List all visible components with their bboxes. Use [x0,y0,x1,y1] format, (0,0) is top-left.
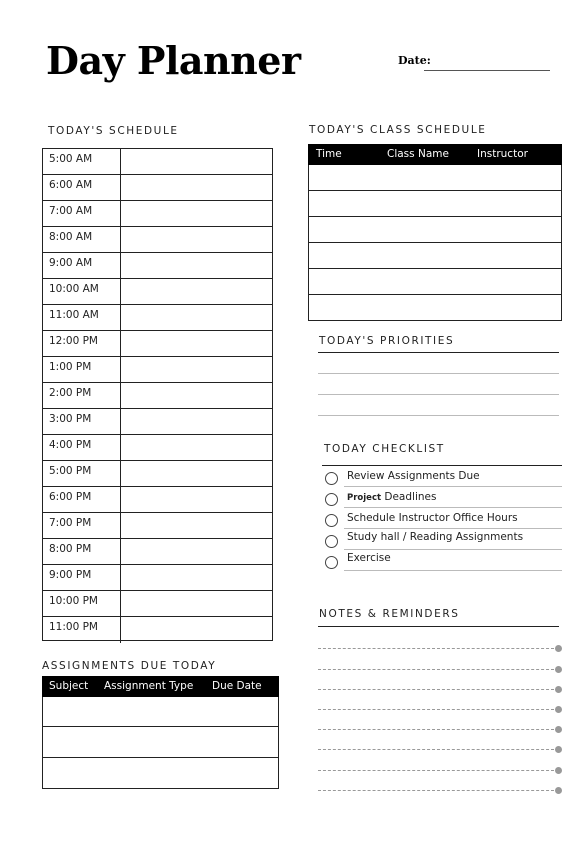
class-col-instructor: Instructor [477,148,528,160]
schedule-row[interactable] [43,357,272,383]
schedule-time: 10:00 PM [49,595,98,607]
class-table-header [308,144,562,165]
schedule-time: 11:00 PM [49,621,98,633]
bullet-dot-icon [555,645,562,652]
table-row[interactable] [43,758,278,788]
checkbox[interactable] [325,493,338,506]
checklist-item-label: Project Deadlines [347,491,437,503]
table-row[interactable] [309,269,561,295]
checklist-line [344,570,562,571]
priorities-title: TODAY'S PRIORITIES [319,335,455,347]
checkbox[interactable] [325,556,338,569]
priority-line[interactable] [318,394,559,395]
schedule-row[interactable] [43,201,272,227]
class-schedule-title: TODAY'S CLASS SCHEDULE [309,124,487,136]
table-row[interactable] [309,217,561,243]
schedule-time: 9:00 PM [49,569,92,581]
class-col-time: Time [316,148,342,160]
table-row[interactable] [43,727,278,758]
checkbox[interactable] [325,514,338,527]
schedule-title: TODAY'S SCHEDULE [48,125,179,137]
class-col-name: Class Name [387,148,449,160]
bullet-dot-icon [555,726,562,733]
checklist-item-label: Study hall / Reading Assignments [347,531,524,543]
priorities-divider [318,352,559,353]
schedule-time: 9:00 AM [49,257,93,269]
date-field[interactable] [424,70,550,71]
checkbox[interactable] [325,535,338,548]
schedule-row[interactable] [43,331,272,357]
schedule-row[interactable] [43,461,272,487]
note-line[interactable] [318,749,554,750]
schedule-time: 8:00 PM [49,543,92,555]
schedule-time: 3:00 PM [49,413,92,425]
checklist-item-label: Schedule Instructor Office Hours [347,512,518,524]
bullet-dot-icon [555,746,562,753]
checklist-line [344,549,562,550]
schedule-time: 5:00 AM [49,153,93,165]
checklist-line [344,507,562,508]
notes-title: NOTES & REMINDERS [319,608,460,620]
table-row[interactable] [309,295,561,320]
priority-line[interactable] [318,373,559,374]
schedule-time: 6:00 PM [49,491,92,503]
note-line[interactable] [318,709,554,710]
schedule-row[interactable] [43,435,272,461]
table-row[interactable] [43,697,278,727]
class-table-body [308,165,562,321]
schedule-time: 4:00 PM [49,439,92,451]
note-line[interactable] [318,689,554,690]
schedule-row[interactable] [43,175,272,201]
schedule-time: 8:00 AM [49,231,93,243]
page-title: Day Planner [46,38,301,83]
notes-divider [318,626,559,627]
note-line[interactable] [318,790,554,791]
schedule-row[interactable] [43,565,272,591]
schedule-time: 7:00 AM [49,205,93,217]
schedule-row[interactable] [43,409,272,435]
bullet-dot-icon [555,666,562,673]
table-row[interactable] [309,165,561,191]
schedule-row[interactable] [43,487,272,513]
schedule-time: 2:00 PM [49,387,92,399]
checklist-item-label: Review Assignments Due [347,470,480,482]
schedule-row[interactable] [43,305,272,331]
assignments-table-header [42,676,279,697]
assignments-col-due: Due Date [212,680,262,692]
schedule-time: 11:00 AM [49,309,99,321]
schedule-row[interactable] [43,253,272,279]
schedule-time: 7:00 PM [49,517,92,529]
table-row[interactable] [309,243,561,269]
table-row[interactable] [309,191,561,217]
checklist-line [344,486,562,487]
schedule-row[interactable] [43,227,272,253]
schedule-row[interactable] [43,383,272,409]
schedule-row[interactable] [43,539,272,565]
bullet-dot-icon [555,686,562,693]
note-line[interactable] [318,729,554,730]
bullet-dot-icon [555,767,562,774]
checkbox[interactable] [325,472,338,485]
note-line[interactable] [318,770,554,771]
schedule-time: 5:00 PM [49,465,92,477]
bullet-dot-icon [555,787,562,794]
schedule-grid [42,148,273,641]
schedule-row[interactable] [43,279,272,305]
assignments-title: ASSIGNMENTS DUE TODAY [42,660,217,672]
note-line[interactable] [318,648,554,649]
schedule-row[interactable] [43,591,272,617]
checklist-divider [322,465,562,466]
checklist-item-label: Exercise [347,552,391,564]
assignments-col-subject: Subject [49,680,89,692]
schedule-row[interactable] [43,513,272,539]
priority-line[interactable] [318,415,559,416]
schedule-row[interactable] [43,617,272,643]
bullet-dot-icon [555,706,562,713]
checklist-line [344,528,562,529]
schedule-time: 12:00 PM [49,335,98,347]
note-line[interactable] [318,669,554,670]
schedule-time: 10:00 AM [49,283,99,295]
schedule-row[interactable] [43,149,272,175]
date-label: Date: [398,54,431,67]
checklist-title: TODAY CHECKLIST [324,443,445,455]
assignments-col-type: Assignment Type [104,680,194,692]
schedule-time: 1:00 PM [49,361,92,373]
schedule-time: 6:00 AM [49,179,93,191]
assignments-table-body [42,697,279,789]
